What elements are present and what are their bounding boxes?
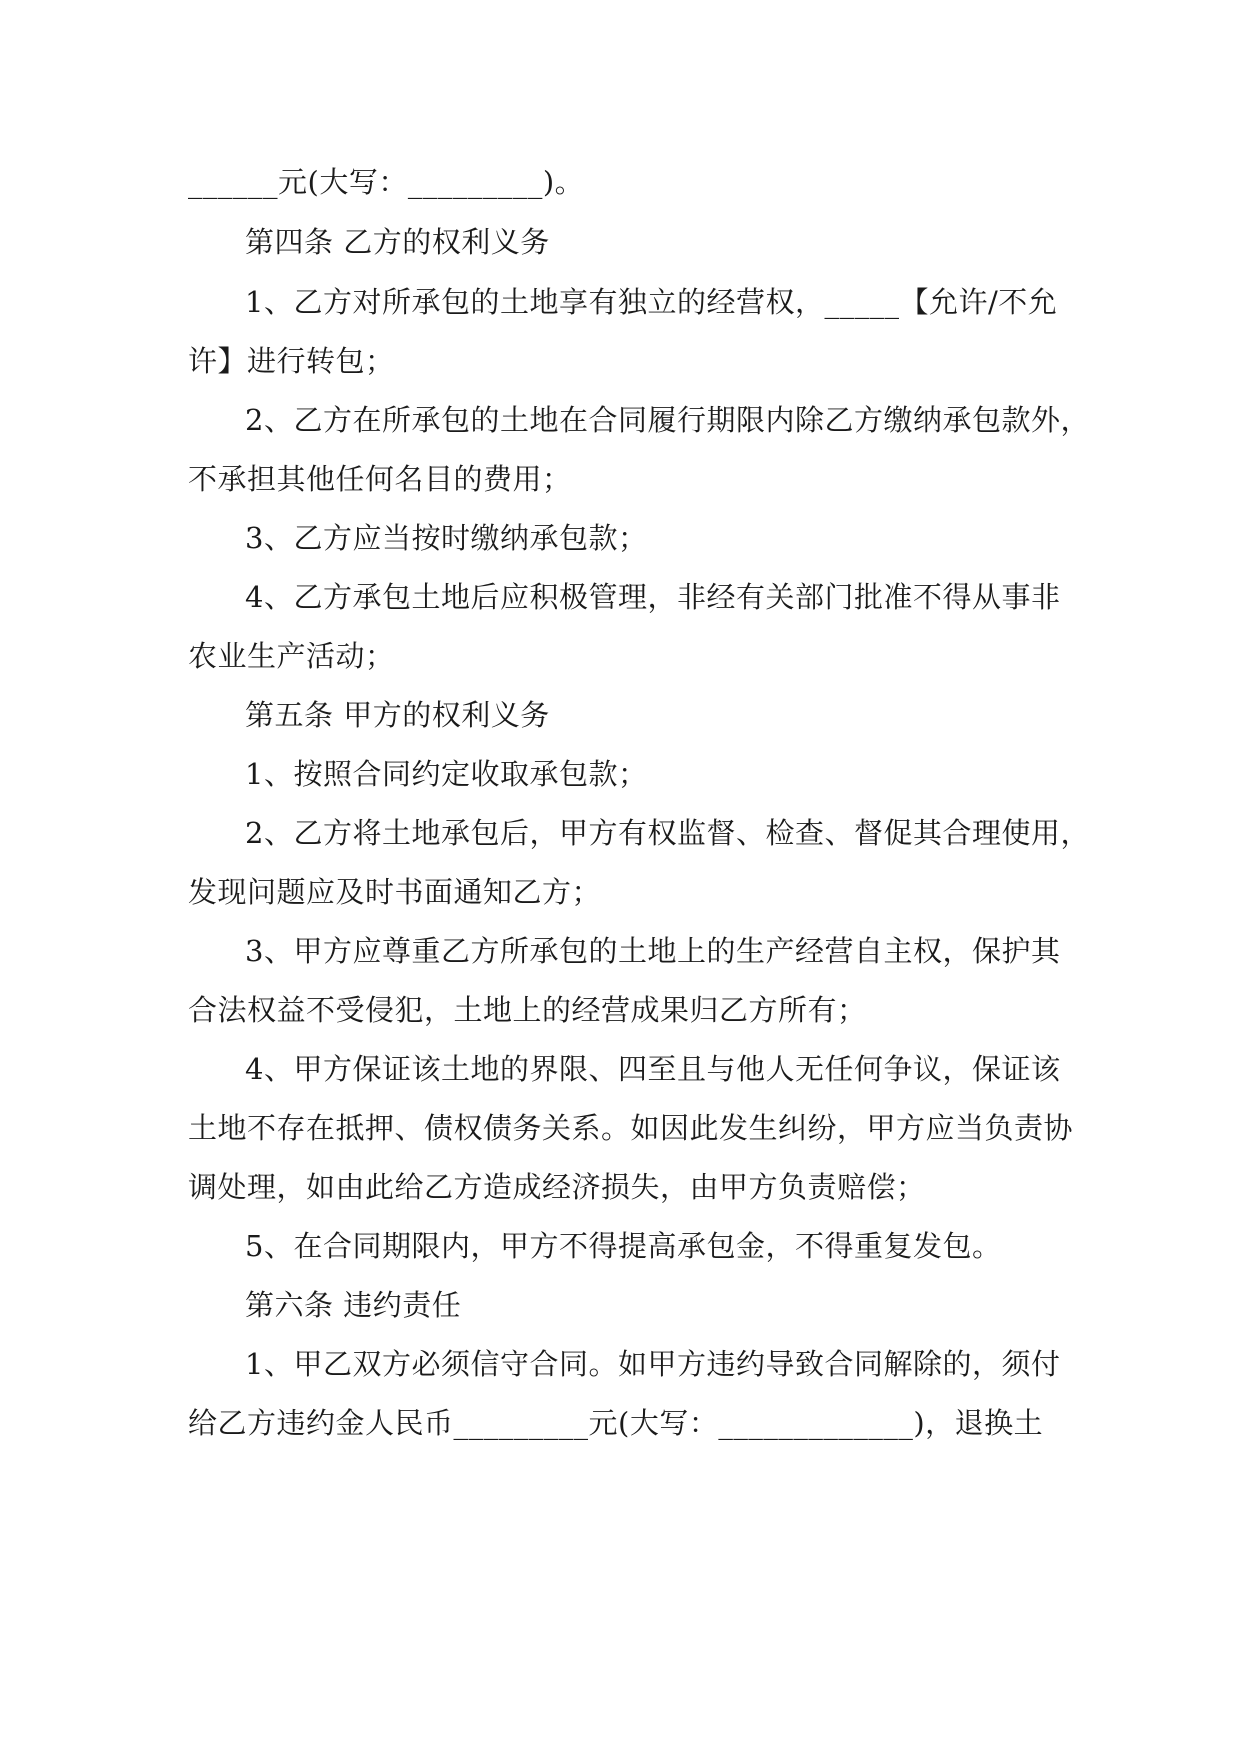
text-line: 2、乙方将土地承包后，甲方有权监督、检查、督促其合理使用， bbox=[245, 816, 1090, 850]
article-heading: 第五条 甲方的权利义务 bbox=[245, 698, 550, 732]
text-line: 5、在合同期限内，甲方不得提高承包金，不得重复发包。 bbox=[245, 1229, 1002, 1263]
text-line: 1、乙方对所承包的土地享有独立的经营权，_____【允许/不允 bbox=[245, 285, 1058, 319]
text-line: 农业生产活动； bbox=[188, 639, 395, 673]
text-line: 1、按照合同约定收取承包款； bbox=[245, 757, 648, 791]
text-line: 发现问题应及时书面通知乙方； bbox=[188, 875, 602, 909]
text-line: 3、甲方应尊重乙方所承包的土地上的生产经营自主权，保护其 bbox=[245, 934, 1061, 968]
text-line: ______元(大写：_________)。 bbox=[188, 165, 585, 199]
text-line: 给乙方违约金人民币_________元(大写：_____________)，退换土 bbox=[188, 1406, 1044, 1440]
text-line: 1、甲乙双方必须信守合同。如甲方违约导致合同解除的，须付 bbox=[245, 1347, 1061, 1381]
text-line: 土地不存在抵押、债权债务关系。如因此发生纠纷，甲方应当负责协 bbox=[188, 1111, 1074, 1145]
article-heading: 第六条 违约责任 bbox=[245, 1288, 462, 1322]
text-line: 4、甲方保证该土地的界限、四至且与他人无任何争议，保证该 bbox=[245, 1052, 1061, 1086]
text-line: 3、乙方应当按时缴纳承包款； bbox=[245, 521, 648, 555]
text-line: 合法权益不受侵犯，土地上的经营成果归乙方所有； bbox=[188, 993, 867, 1027]
article-heading: 第四条 乙方的权利义务 bbox=[245, 225, 550, 259]
text-line: 调处理，如由此给乙方造成经济损失，由甲方负责赔偿； bbox=[188, 1170, 926, 1204]
text-line: 不承担其他任何名目的费用； bbox=[188, 462, 572, 496]
text-line: 4、乙方承包土地后应积极管理，非经有关部门批准不得从事非 bbox=[245, 580, 1061, 614]
text-line: 2、乙方在所承包的土地在合同履行期限内除乙方缴纳承包款外， bbox=[245, 403, 1090, 437]
text-line: 许】进行转包； bbox=[188, 344, 395, 378]
